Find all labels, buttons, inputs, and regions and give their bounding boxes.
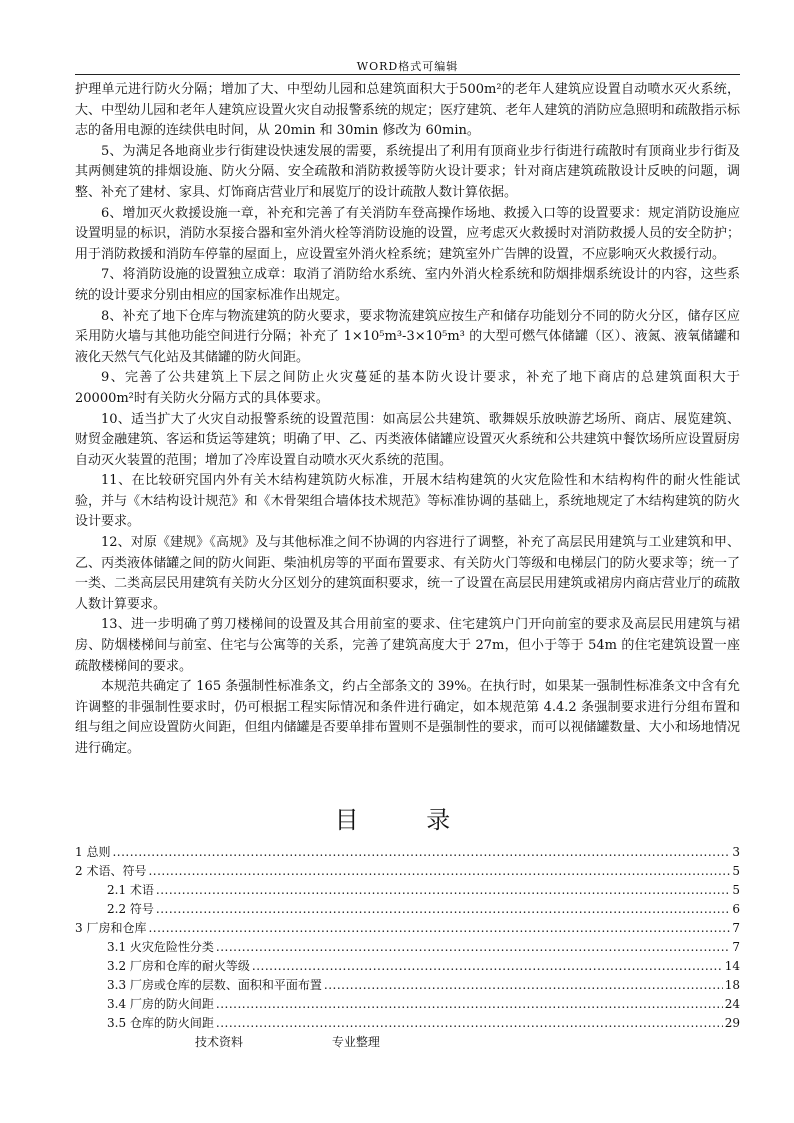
toc-title: 目 录	[334, 806, 481, 834]
paragraph: 6、增加灭火救援设施一章，补充和完善了有关消防车登高操作场地、救援入口等的设置要求：规定消防设施应设置明显的标识，消防水泵接合器和室外消火栓等消防设施的设置，应考虑灭火救援时对消防救援人员的安全防护；用于消防救援和消防车停靠的屋面上，应设置室外消火栓系统；建筑室外广告牌的设置，不应影响灭火救援行动。	[75, 205, 740, 262]
footer-right-text: 专业整理	[331, 1035, 380, 1049]
paragraph: 9、完善了公共建筑上下层之间防止火灾蔓延的基本防火设计要求，补充了地下商店的总建筑面积大于20000m²时有关防火分隔方式的具体要求。	[75, 370, 740, 406]
toc-entry-label: 3.5 仓库的防火间距	[107, 1016, 214, 1030]
toc-entry-label: 3.1 火灾危险性分类	[107, 940, 214, 954]
toc-entry-page: 18	[724, 978, 740, 992]
toc-entry[interactable]	[75, 900, 740, 919]
paragraph: 12、对原《建规》《高规》及与其他标准之间不协调的内容进行了调整，补充了高层民用建筑与工业建筑和甲、乙、丙类液体储罐之间的防火间距、柴油机房等的平面布置要求、有关防火门等级和电梯层门的防火要求等；统一了一类、二类高层民用建筑有关防火分区划分的建筑面积要求，统一了设置在高层民用建筑或裙房内商店营业厅的疏散人数计算要求。	[75, 535, 740, 612]
toc-entry[interactable]	[75, 1014, 740, 1033]
toc-entry-label: 3.3 厂房或仓库的层数、面积和平面布置	[107, 978, 322, 992]
toc-entry-page: 24	[724, 997, 740, 1011]
footer-left-text: 技术资料	[195, 1035, 244, 1049]
toc-entry-page: 5	[732, 883, 740, 897]
toc-entry[interactable]	[75, 976, 740, 995]
paragraph: 7、将消防设施的设置独立成章：取消了消防给水系统、室内外消火栓系统和防烟排烟系统设计的内容，这些系统的设计要求分别由相应的国家标准作出规定。	[75, 267, 740, 303]
toc-entry-label: 2.1 术语	[107, 883, 154, 897]
toc-entry-label: 3.4 厂房的防火间距	[107, 997, 214, 1011]
paragraph: 5、为满足各地商业步行街建设快速发展的需要，系统提出了利用有顶商业步行街进行疏散时有顶商业步行街及其两侧建筑的排烟设施、防火分隔、安全疏散和消防救援等防火设计要求；针对商店建筑疏散设计反映的问题，调整、补充了建材、家具、灯饰商店营业厅和展览厅的设计疏散人数计算依据。	[75, 143, 740, 200]
toc-entry[interactable]	[75, 881, 740, 900]
toc-entry-page: 14	[724, 959, 740, 973]
toc-entry-page: 6	[732, 902, 740, 916]
toc-entry-label: 3 厂房和仓库	[75, 921, 147, 935]
toc-entry[interactable]	[75, 957, 740, 976]
paragraph: 8、补充了地下仓库与物流建筑的防火要求，要求物流建筑应按生产和储存功能划分不同的防火分区，储存区应采用防火墙与其他功能空间进行分隔；补充了 1×10⁵m³-3×10⁵m³ 的大型可燃气体储罐（区）、液氮、液氧储罐和液化天然气气化站及其储罐的防火间距。	[75, 308, 740, 365]
toc-entry-label: 2.2 符号	[107, 902, 154, 916]
toc-entry-page: 7	[732, 940, 740, 954]
toc-leader-dots	[148, 921, 730, 935]
toc-leader-dots	[216, 940, 730, 954]
page-footer	[195, 1033, 465, 1050]
toc-leader-dots	[216, 1016, 723, 1030]
toc-entry[interactable]	[75, 938, 740, 957]
header-divider	[75, 74, 740, 75]
toc-entry-label: 1 总则	[75, 845, 111, 859]
toc-leader-dots	[324, 978, 723, 992]
page-header: WORD格式可编辑	[356, 60, 459, 73]
toc-entry-page: 7	[732, 921, 740, 935]
toc-leader-dots	[252, 959, 723, 973]
toc-entry[interactable]	[75, 919, 740, 938]
toc-entry-label: 2 术语、符号	[75, 864, 147, 878]
toc-entry[interactable]	[75, 843, 740, 862]
toc-entry-page: 3	[732, 845, 740, 859]
toc-leader-dots	[112, 845, 730, 859]
table-of-contents	[75, 843, 740, 1033]
toc-entry[interactable]	[75, 862, 740, 881]
toc-entry-label: 3.2 厂房和仓库的耐火等级	[107, 959, 250, 973]
toc-leader-dots	[148, 864, 730, 878]
toc-leader-dots	[216, 997, 723, 1011]
toc-entry-page: 29	[724, 1016, 740, 1030]
paragraph: 10、适当扩大了火灾自动报警系统的设置范围：如高层公共建筑、歌舞娱乐放映游艺场所、商店、展览建筑、财贸金融建筑、客运和货运等建筑；明确了甲、乙、丙类液体储罐应设置灭火系统和公共建筑中餐饮场所应设置厨房自动灭火装置的范围；增加了冷库设置自动喷水灭火系统的范围。	[75, 411, 740, 468]
paragraph: 护理单元进行防火分隔；增加了大、中型幼儿园和总建筑面积大于500m²的老年人建筑应设置自动喷水灭火系统，大、中型幼儿园和老年人建筑应设置火灾自动报警系统的规定；医疗建筑、老年人建筑的消防应急照明和疏散指示标志的备用电源的连续供电时间，从 20min 和 30min 修改为 60min。	[75, 82, 740, 139]
toc-entry-page: 5	[732, 864, 740, 878]
toc-entry[interactable]	[75, 995, 740, 1014]
toc-leader-dots	[156, 883, 730, 897]
paragraph: 本规范共确定了 165 条强制性标准条文，约占全部条文的 39%。在执行时，如果某一强制性标准条文中含有允许调整的非强制性要求时，仍可根据工程实际情况和条件进行确定，如本规范第 4.4.2 条强制要求进行分组布置和组与组之间应设置防火间距，但组内储罐是否要单排布置则不是强制性的要求，而可以视储罐数量、大小和场地情况进行确定。	[75, 679, 740, 756]
toc-leader-dots	[156, 902, 730, 916]
paragraph: 11、在比较研究国内外有关木结构建筑防火标准，开展木结构建筑的火灾危险性和木结构构件的耐火性能试验，并与《木结构设计规范》和《木骨架组合墙体技术规范》等标准协调的基础上，系统地规定了木结构建筑的防火设计要求。	[75, 473, 740, 530]
body-text	[75, 80, 740, 760]
paragraph: 13、进一步明确了剪刀楼梯间的设置及其合用前室的要求、住宅建筑户门开向前室的要求及高层民用建筑与裙房、防烟楼梯间与前室、住宅与公寓等的关系，完善了建筑高度大于 27m，但小于等于 54m 的住宅建筑设置一座疏散楼梯间的要求。	[75, 617, 740, 674]
